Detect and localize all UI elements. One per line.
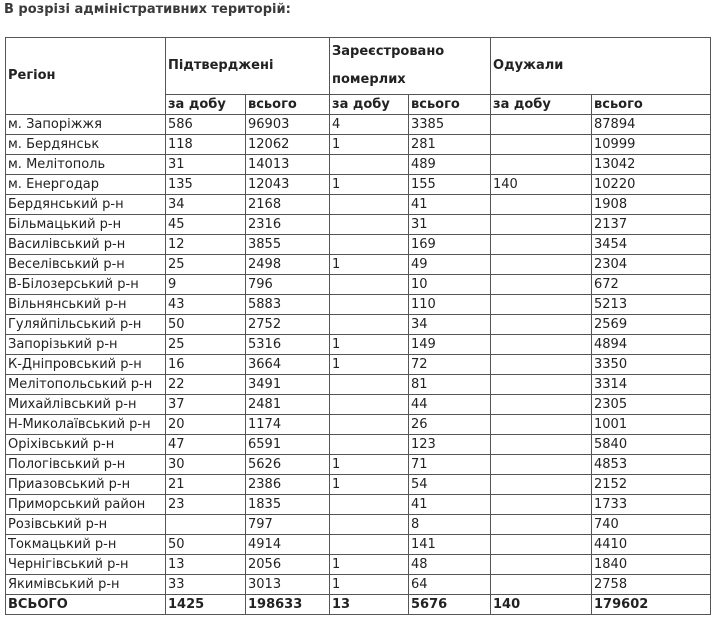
deaths-total-cell: 141	[409, 535, 491, 555]
confirmed-day-cell: 30	[166, 455, 246, 475]
region-cell: В-Білозерський р-н	[6, 275, 166, 295]
table-row	[6, 535, 711, 555]
confirmed-day-cell: 43	[166, 295, 246, 315]
region-cell: Пологівський р-н	[6, 455, 166, 475]
deaths-day-cell: 1	[330, 575, 409, 595]
table-row	[6, 575, 711, 595]
confirmed-day-cell: 586	[166, 115, 246, 135]
region-cell: К-Дніпровський р-н	[6, 355, 166, 375]
table-row	[6, 235, 711, 255]
header-recovered: Одужали	[491, 38, 711, 95]
deaths-day-cell	[330, 235, 409, 255]
recovered-total-cell: 740	[592, 515, 711, 535]
deaths-total-cell: 54	[409, 475, 491, 495]
confirmed-total-cell: 96903	[246, 115, 330, 135]
recovered-total-cell: 10999	[592, 135, 711, 155]
total-row	[6, 595, 711, 615]
table-row	[6, 415, 711, 435]
table-row	[6, 375, 711, 395]
region-cell: Мелітопольський р-н	[6, 375, 166, 395]
region-cell: Гуляйпільський р-н	[6, 315, 166, 335]
deaths-total-cell: 281	[409, 135, 491, 155]
confirmed-day-cell: 34	[166, 195, 246, 215]
recovered-total-cell: 10220	[592, 175, 711, 195]
recovered-total-cell: 5840	[592, 435, 711, 455]
deaths-day-cell	[330, 535, 409, 555]
region-cell: Оріхівський р-н	[6, 435, 166, 455]
confirmed-day-cell: 135	[166, 175, 246, 195]
subheader-recovered-total: всього	[592, 95, 711, 115]
total-confirmed-total-cell: 198633	[246, 595, 330, 615]
confirmed-total-cell: 2481	[246, 395, 330, 415]
table-row	[6, 175, 711, 195]
deaths-day-cell: 1	[330, 355, 409, 375]
table-row	[6, 275, 711, 295]
deaths-total-cell: 49	[409, 255, 491, 275]
recovered-total-cell: 1908	[592, 195, 711, 215]
subheader-deaths-day: за добу	[330, 95, 409, 115]
table-row	[6, 215, 711, 235]
recovered-day-cell	[491, 235, 592, 255]
deaths-total-cell: 44	[409, 395, 491, 415]
confirmed-total-cell: 3664	[246, 355, 330, 375]
deaths-day-cell	[330, 395, 409, 415]
region-cell: м. Енергодар	[6, 175, 166, 195]
recovered-total-cell: 3314	[592, 375, 711, 395]
confirmed-day-cell: 13	[166, 555, 246, 575]
confirmed-day-cell: 12	[166, 235, 246, 255]
deaths-total-cell: 71	[409, 455, 491, 475]
region-cell: Василівський р-н	[6, 235, 166, 255]
recovered-day-cell	[491, 335, 592, 355]
confirmed-total-cell: 2316	[246, 215, 330, 235]
recovered-day-cell	[491, 155, 592, 175]
confirmed-day-cell: 37	[166, 395, 246, 415]
recovered-total-cell: 3350	[592, 355, 711, 375]
region-cell: Приазовський р-н	[6, 475, 166, 495]
recovered-total-cell: 2758	[592, 575, 711, 595]
recovered-total-cell: 1733	[592, 495, 711, 515]
confirmed-day-cell: 33	[166, 575, 246, 595]
deaths-total-cell: 72	[409, 355, 491, 375]
total-confirmed-day-cell: 1425	[166, 595, 246, 615]
recovered-total-cell: 13042	[592, 155, 711, 175]
total-region-cell: ВСЬОГО	[6, 595, 166, 615]
deaths-day-cell	[330, 155, 409, 175]
table-row	[6, 115, 711, 135]
confirmed-day-cell	[166, 515, 246, 535]
region-cell: Розівський р-н	[6, 515, 166, 535]
deaths-day-cell	[330, 195, 409, 215]
table-row	[6, 555, 711, 575]
region-cell: Запорізький р-н	[6, 335, 166, 355]
deaths-day-cell	[330, 315, 409, 335]
deaths-day-cell: 1	[330, 335, 409, 355]
confirmed-total-cell: 5626	[246, 455, 330, 475]
region-cell: м. Мелітополь	[6, 155, 166, 175]
recovered-total-cell: 3454	[592, 235, 711, 255]
recovered-day-cell	[491, 135, 592, 155]
recovered-day-cell	[491, 375, 592, 395]
recovered-total-cell: 4410	[592, 535, 711, 555]
confirmed-day-cell: 50	[166, 315, 246, 335]
deaths-total-cell: 81	[409, 375, 491, 395]
confirmed-day-cell: 118	[166, 135, 246, 155]
deaths-day-cell: 1	[330, 555, 409, 575]
recovered-total-cell: 4853	[592, 455, 711, 475]
confirmed-total-cell: 1835	[246, 495, 330, 515]
recovered-total-cell: 672	[592, 275, 711, 295]
confirmed-day-cell: 23	[166, 495, 246, 515]
recovered-day-cell	[491, 315, 592, 335]
recovered-total-cell: 5213	[592, 295, 711, 315]
recovered-total-cell: 87894	[592, 115, 711, 135]
table-row	[6, 395, 711, 415]
deaths-day-cell	[330, 295, 409, 315]
deaths-total-cell: 155	[409, 175, 491, 195]
deaths-total-cell: 41	[409, 495, 491, 515]
confirmed-total-cell: 797	[246, 515, 330, 535]
confirmed-total-cell: 3855	[246, 235, 330, 255]
deaths-total-cell: 8	[409, 515, 491, 535]
header-row	[6, 38, 711, 95]
region-cell: м. Запоріжжя	[6, 115, 166, 135]
table-row	[6, 255, 711, 275]
confirmed-total-cell: 3013	[246, 575, 330, 595]
deaths-day-cell	[330, 435, 409, 455]
recovered-day-cell	[491, 435, 592, 455]
deaths-day-cell	[330, 495, 409, 515]
confirmed-total-cell: 6591	[246, 435, 330, 455]
recovered-day-cell	[491, 355, 592, 375]
confirmed-total-cell: 2386	[246, 475, 330, 495]
deaths-day-cell: 1	[330, 475, 409, 495]
table-row	[6, 155, 711, 175]
confirmed-day-cell: 31	[166, 155, 246, 175]
region-cell: Більмацький р-н	[6, 215, 166, 235]
deaths-day-cell: 1	[330, 135, 409, 155]
confirmed-day-cell: 9	[166, 275, 246, 295]
total-recovered-total-cell: 179602	[592, 595, 711, 615]
table-row	[6, 455, 711, 475]
deaths-day-cell	[330, 415, 409, 435]
region-cell: м. Бердянськ	[6, 135, 166, 155]
recovered-day-cell	[491, 275, 592, 295]
recovered-day-cell	[491, 415, 592, 435]
recovered-total-cell: 1840	[592, 555, 711, 575]
region-cell: Вільнянський р-н	[6, 295, 166, 315]
table-row	[6, 295, 711, 315]
region-cell: Приморський район	[6, 495, 166, 515]
confirmed-total-cell: 5316	[246, 335, 330, 355]
recovered-total-cell: 1001	[592, 415, 711, 435]
confirmed-day-cell: 50	[166, 535, 246, 555]
table-row	[6, 435, 711, 455]
confirmed-total-cell: 2056	[246, 555, 330, 575]
deaths-total-cell: 48	[409, 555, 491, 575]
header-deaths: Зареєстровано померлих	[330, 38, 491, 95]
total-deaths-day-cell: 13	[330, 595, 409, 615]
deaths-total-cell: 41	[409, 195, 491, 215]
section-heading: В розрізі адміністративних територій:	[4, 2, 291, 17]
table-row	[6, 495, 711, 515]
region-cell: Якимівський р-н	[6, 575, 166, 595]
table-row	[6, 335, 711, 355]
confirmed-day-cell: 25	[166, 335, 246, 355]
recovered-total-cell: 4894	[592, 335, 711, 355]
region-cell: Чернігівський р-н	[6, 555, 166, 575]
confirmed-total-cell: 2168	[246, 195, 330, 215]
deaths-day-cell	[330, 275, 409, 295]
deaths-total-cell: 34	[409, 315, 491, 335]
recovered-day-cell	[491, 575, 592, 595]
table-row	[6, 515, 711, 535]
deaths-total-cell: 149	[409, 335, 491, 355]
deaths-total-cell: 26	[409, 415, 491, 435]
header-region: Регіон	[6, 38, 166, 115]
recovered-day-cell	[491, 395, 592, 415]
region-cell: Михайлівський р-н	[6, 395, 166, 415]
confirmed-total-cell: 2498	[246, 255, 330, 275]
recovered-day-cell	[491, 255, 592, 275]
deaths-day-cell	[330, 215, 409, 235]
deaths-day-cell	[330, 515, 409, 535]
confirmed-total-cell: 796	[246, 275, 330, 295]
recovered-total-cell: 2152	[592, 475, 711, 495]
table-row	[6, 195, 711, 215]
recovered-day-cell	[491, 555, 592, 575]
confirmed-day-cell: 20	[166, 415, 246, 435]
deaths-total-cell: 3385	[409, 115, 491, 135]
header-confirmed: Підтверджені	[166, 38, 330, 95]
subheader-deaths-total: всього	[409, 95, 491, 115]
deaths-total-cell: 64	[409, 575, 491, 595]
deaths-day-cell: 1	[330, 255, 409, 275]
deaths-day-cell: 4	[330, 115, 409, 135]
subheader-confirmed-day: за добу	[166, 95, 246, 115]
confirmed-day-cell: 22	[166, 375, 246, 395]
confirmed-total-cell: 4914	[246, 535, 330, 555]
recovered-total-cell: 2137	[592, 215, 711, 235]
subheader-confirmed-total: всього	[246, 95, 330, 115]
recovered-day-cell	[491, 535, 592, 555]
recovered-total-cell: 2569	[592, 315, 711, 335]
deaths-total-cell: 10	[409, 275, 491, 295]
recovered-total-cell: 2305	[592, 395, 711, 415]
deaths-total-cell: 169	[409, 235, 491, 255]
recovered-day-cell	[491, 215, 592, 235]
regions-table	[5, 37, 711, 615]
subheader-recovered-day: за добу	[491, 95, 592, 115]
confirmed-total-cell: 3491	[246, 375, 330, 395]
total-recovered-day-cell: 140	[491, 595, 592, 615]
recovered-total-cell: 2304	[592, 255, 711, 275]
recovered-day-cell	[491, 515, 592, 535]
total-deaths-total-cell: 5676	[409, 595, 491, 615]
deaths-total-cell: 110	[409, 295, 491, 315]
recovered-day-cell	[491, 475, 592, 495]
deaths-total-cell: 489	[409, 155, 491, 175]
table-row	[6, 475, 711, 495]
confirmed-total-cell: 2752	[246, 315, 330, 335]
confirmed-total-cell: 12062	[246, 135, 330, 155]
confirmed-total-cell: 12043	[246, 175, 330, 195]
deaths-total-cell: 123	[409, 435, 491, 455]
table-body	[6, 38, 711, 615]
table-row	[6, 135, 711, 155]
confirmed-day-cell: 25	[166, 255, 246, 275]
recovered-day-cell	[491, 295, 592, 315]
recovered-day-cell: 140	[491, 175, 592, 195]
region-cell: Н-Миколаївський р-н	[6, 415, 166, 435]
confirmed-total-cell: 14013	[246, 155, 330, 175]
confirmed-day-cell: 45	[166, 215, 246, 235]
deaths-day-cell: 1	[330, 455, 409, 475]
recovered-day-cell	[491, 495, 592, 515]
table-row	[6, 355, 711, 375]
deaths-total-cell: 31	[409, 215, 491, 235]
deaths-day-cell	[330, 375, 409, 395]
region-cell: Бердянський р-н	[6, 195, 166, 215]
deaths-day-cell: 1	[330, 175, 409, 195]
confirmed-day-cell: 47	[166, 435, 246, 455]
confirmed-day-cell: 21	[166, 475, 246, 495]
confirmed-total-cell: 1174	[246, 415, 330, 435]
region-cell: Токмацький р-н	[6, 535, 166, 555]
region-cell: Веселівський р-н	[6, 255, 166, 275]
confirmed-total-cell: 5883	[246, 295, 330, 315]
recovered-day-cell	[491, 195, 592, 215]
confirmed-day-cell: 16	[166, 355, 246, 375]
recovered-day-cell	[491, 115, 592, 135]
table-row	[6, 315, 711, 335]
recovered-day-cell	[491, 455, 592, 475]
